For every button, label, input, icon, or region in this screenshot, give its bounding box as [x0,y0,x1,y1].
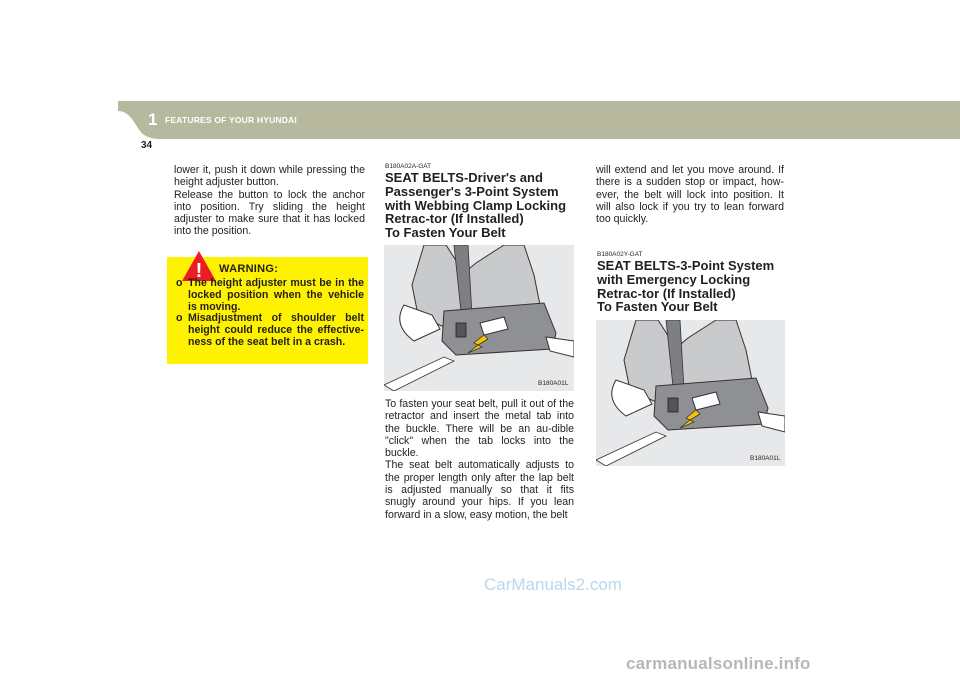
section-heading: SEAT BELTS-Driver's and Passenger's 3-Point System with Webbing Clamp Locking Retrac-tor (If Installed) To Fasten Your Belt [385,170,567,241]
warning-item-text: Misadjustment of shoulder belt height could reduce the effective-ness of the seat belt in a crash. [188,312,364,348]
warning-item [176,278,364,313]
watermark-link[interactable]: CarManuals2.com [484,575,622,594]
page-number: 34 [141,140,153,151]
section-code: B180A02A-GAT [385,163,432,170]
watermark-text: carmanualsonline.info [626,654,811,673]
section2-paragraph: To fasten your seat belt, pull it out of the retractor and insert the metal tab into the buckle. There will be an au-dible "click" when the tab locks into the buckle. The seat belt automatically adjusts to the proper length only after the lap belt is adjusted manually so that it fits snugly around your hips. If you lean forward in a slow, easy motion, the belt [385,398,574,521]
section-heading: SEAT BELTS-3-Point System with Emergency Locking Retrac-tor (If Installed) To Fasten Your Belt [597,258,775,315]
warning-list [176,278,364,349]
chapter-title: FEATURES OF YOUR HYUNDAI [165,115,297,125]
image-caption: B180A01L [750,455,781,462]
warning-title: WARNING: [219,263,279,275]
warning-icon-mark: ! [195,260,203,282]
section-code: B180A02Y-GAT [597,251,643,258]
warning-bullet: o [176,312,183,325]
column3-paragraph: will extend and let you move around. If there is a sudden stop or impact, how-ever, the belt will lock into position. It will also lock if you try to lean forward too quickly. [596,164,784,226]
warning-item [176,313,364,348]
chapter-number: 1 [148,110,158,129]
image-caption: B180A01L [538,380,569,387]
warning-item-text: The height adjuster must be in the locked position when the vehicle is moving. [188,277,364,313]
seatbelt-fastening-illustration [596,320,785,466]
seatbelt-fastening-illustration [384,245,574,391]
column1-paragraph: lower it, push it down while pressing the height adjuster button. Release the button to lock the anchor into position. Try sliding the height adjuster to make sure that it has locked into the position. [174,164,365,238]
warning-bullet: o [176,277,183,289]
